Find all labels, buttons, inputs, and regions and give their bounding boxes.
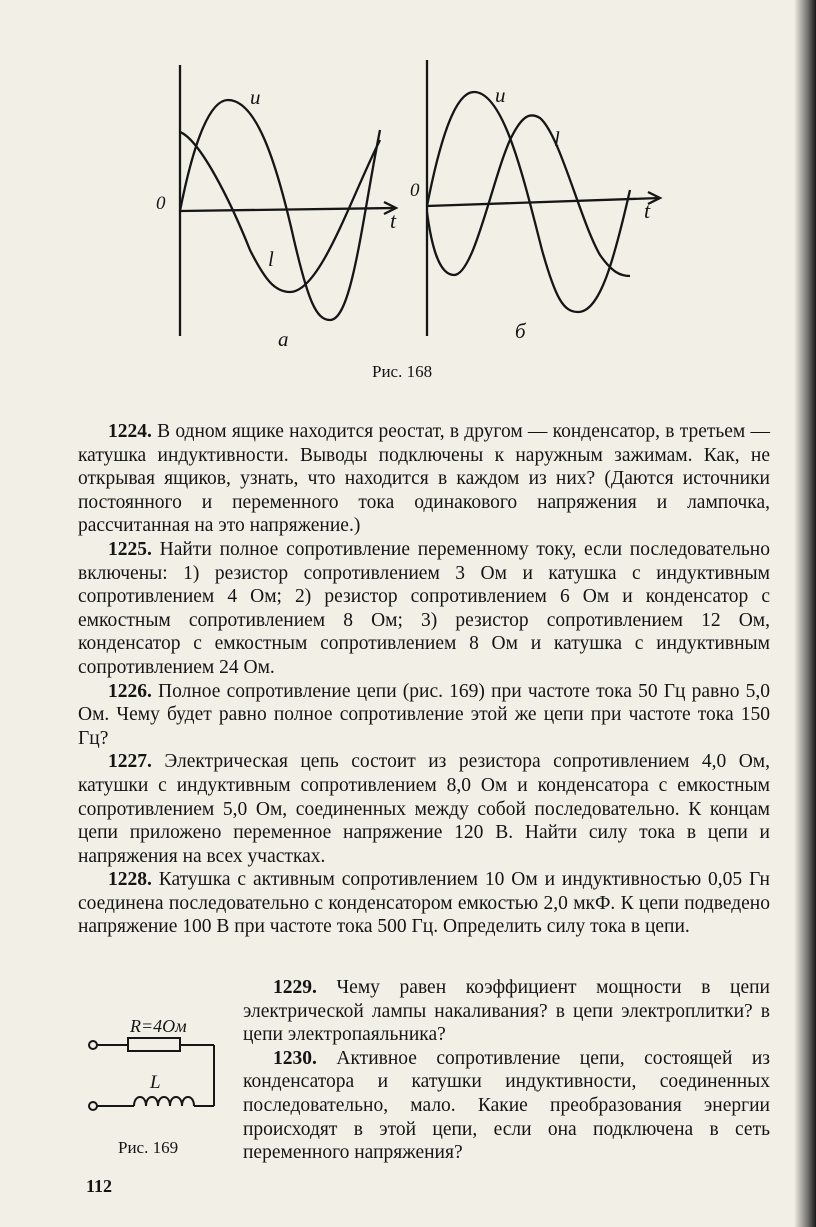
panel-b-voltage-label: u [495,83,506,107]
panel-a-current-label: l [268,247,274,271]
figure-168-caption: Рис. 168 [372,362,433,381]
problem-number: 1224. [108,421,152,442]
problems-block [78,420,770,939]
problem-text: В одном ящике находится реостат, в другом — конденсатор, в третьем — катушка индуктивности. Выводы подключены к наружным зажимам. Как, не открывая ящиков, узнать, что находится в каждом из них? (Даются источники постоянного и переменного тока одинакового напряжения и лампочка, рассчитанная на это напряжение.) [78,421,771,537]
problem-1227 [78,750,770,868]
resistor-label: R=4Ом [130,1016,187,1036]
problem-number: 1229. [273,977,317,998]
panel-a-axis-label: t [390,208,397,233]
panel-a-origin-label: 0 [156,193,166,214]
problem-text: Катушка с активным сопротивлением 10 Ом и индуктивностью 0,05 Гн соединена последовательно с конденсатором емкостью 2,0 мкФ. К цепи подведено напряжение 100 В при частоте тока 500 Гц. Определить силу тока в цепи. [78,869,770,938]
problem-number: 1226. [108,680,152,702]
inductor-icon [134,1097,194,1106]
resistor-icon [128,1038,180,1051]
problem-1230 [243,1047,770,1165]
problem-number: 1225. [108,538,152,560]
panel-b-origin-label: 0 [410,180,420,201]
problem-1229 [243,976,770,1047]
inductor-label: L [150,1072,161,1093]
terminal-top [89,1041,97,1049]
panel-a-voltage-label: u [250,85,261,109]
page-number: 112 [86,1176,113,1196]
problem-text: Чему равен коэффициент мощности в цепи электрической лампы накаливания? в цепи электроплитки? в цепи электропаяльника? [243,977,770,1046]
problem-1226 [78,680,770,751]
problem-1225 [78,538,770,680]
panel-a-panel-label: a [278,327,289,351]
panel-b-panel-label: б [515,319,526,343]
panel-b-time-axis [427,198,660,206]
problem-text: Активное сопротивление цепи, состоящей из конденсатора и катушки индуктивности, соединенных последовательно, мало. Какие преобразования энергии происходят в этой цепи, если она подключена в сеть переменного напряжения? [243,1047,771,1164]
panel-a [180,65,396,336]
figure-169-caption: Рис. 169 [118,1138,179,1157]
panel-a-current-curve [180,132,380,292]
figure-169-circuit [84,1010,244,1120]
problem-1224 [78,420,770,538]
problem-number: 1227. [108,751,152,773]
problem-number: 1230. [273,1047,317,1069]
problem-text: Электрическая цепь состоит из резистора сопротивлением 4,0 Ом, катушки с индуктивным сопротивлением 8,0 Ом и конденсатора с емкостным сопротивлением 5,0 Ом, соединенных между собой последовательно. К концам цепи приложено переменное напряжение 120 В. Найти силу тока в цепи и напряжения на всех участках. [78,751,771,867]
problem-text: Найти полное сопротивление переменному току, если последовательно включены: 1) резистор сопротивлением 3 Ом и катушка с индуктивным сопротивлением 4 Ом; 2) резистор сопротивлением 6 Ом и конденсатор с емкостным сопротивлением 8 Ом; 3) резистор сопротивлением 12 Ом, конденсатор с емкостным сопротивлением 8 Ом и катушка с индуктивным сопротивлением 24 Ом. [78,538,770,678]
figure-168 [0,0,816,360]
problems-narrow-block [243,976,770,1165]
panel-b-current-label: l [554,127,560,151]
problem-text: Полное сопротивление цепи (рис. 169) при частоте тока 50 Гц равно 5,0 Ом. Чему будет равно полное сопротивление этой же цепи при частоте тока 150 Гц? [78,680,770,749]
problem-number: 1228. [108,869,152,891]
panel-b-axis-label: t [644,198,651,223]
panel-b-voltage-curve [427,92,630,312]
panel-b [427,60,660,336]
terminal-bottom [89,1102,97,1110]
problem-1228 [78,868,770,939]
